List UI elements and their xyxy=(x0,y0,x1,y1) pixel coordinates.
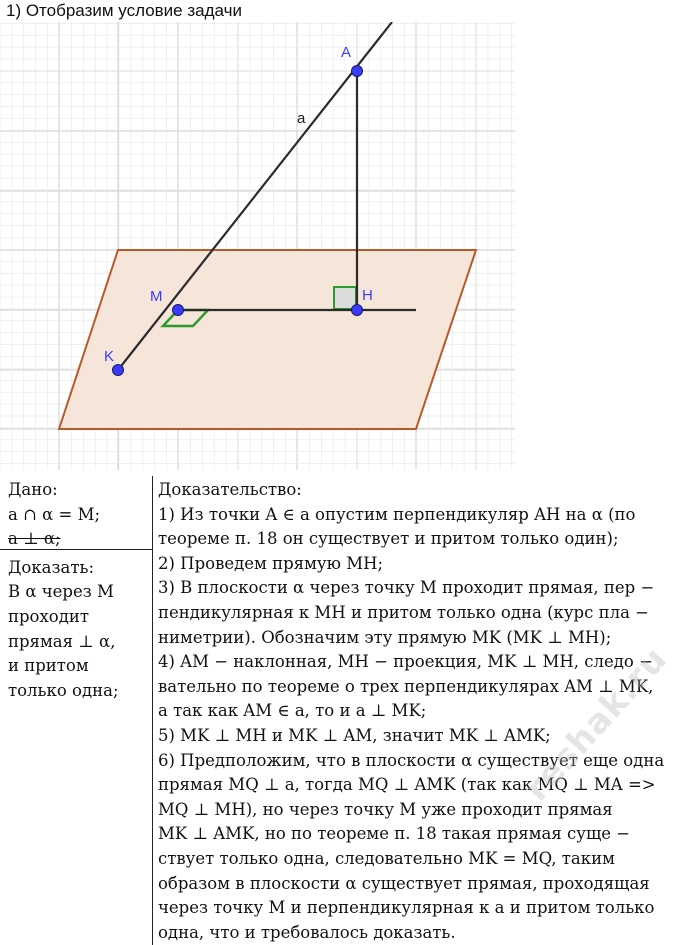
label-m-point: M xyxy=(150,288,163,305)
proof-line: вательно по теореме о трех перпендикулярах AM ⊥ MK, xyxy=(158,676,654,696)
prove-title: Доказать: xyxy=(8,557,95,577)
column-divider xyxy=(152,476,153,945)
point-a xyxy=(352,66,363,77)
proof-line: одна, что и требовалось доказать. xyxy=(158,922,456,942)
plane-alpha xyxy=(59,250,476,429)
right-angle-mark-h xyxy=(334,287,356,309)
proof-line: MQ ⊥ MH), но через точку M уже проходит прямая xyxy=(158,799,613,819)
geometry-figure xyxy=(0,22,560,472)
point-k xyxy=(113,365,124,376)
point-m xyxy=(173,305,184,316)
prove-line-4: и притом xyxy=(8,656,89,676)
watermark: reshak.ru xyxy=(516,639,676,810)
proof-line: теореме п. 18 он существует и притом только один); xyxy=(158,529,619,549)
proof-line: 2) Проведем прямую MH; xyxy=(158,553,384,573)
prove-line-3: прямая ⊥ α, xyxy=(8,631,116,651)
label-a-line: a xyxy=(297,110,306,127)
solution-table xyxy=(0,472,700,945)
given-title: Дано: xyxy=(8,480,58,499)
proof-line: образом в плоскости α существует прямая, проходящая xyxy=(158,873,650,893)
proof-line: MK ⊥ AMK, но по теореме п. 18 такая прямая суще − xyxy=(158,824,631,844)
prove-line-1: В α через M xyxy=(8,582,114,602)
label-k-point: K xyxy=(104,348,115,365)
prove-line-2: проходит xyxy=(8,606,90,626)
proof-line: 4) AM − наклонная, MH − проекция, MK ⊥ MH, следо − xyxy=(158,652,653,672)
proof-line: 6) Предположим, что в плоскости α существует еще одна xyxy=(158,750,665,770)
given-line-1: a ∩ α = M; xyxy=(8,504,101,524)
proof-line: через точку M и перпендикулярная к a и притом только xyxy=(158,898,655,918)
proof-line: 1) Из точки A ∈ a опустим перпендикуляр AH на α (по xyxy=(158,504,636,524)
proof-line: а так как AM ∈ a, то и a ⊥ MK; xyxy=(158,701,427,721)
proof-line: прямая MQ ⊥ a, тогда MQ ⊥ AMK (так как MQ ⊥ MA => xyxy=(158,775,656,795)
proof-line: ствует только одна, следовательно MK = MQ, таким xyxy=(158,848,615,868)
proof-title: Доказательство: xyxy=(158,480,302,499)
given-column xyxy=(8,478,150,703)
proof-line: пендикулярная к MH и притом только одна (курс пла − xyxy=(158,602,649,622)
label-a-point: A xyxy=(341,44,352,61)
page-title: 1) Отобразим условие задачи xyxy=(6,1,242,20)
prove-line-5: только одна; xyxy=(8,680,119,700)
proof-line: ниметрии). Обозначим эту прямую MK (MK ⊥ MH); xyxy=(158,627,612,647)
point-h xyxy=(352,305,363,316)
proof-line: 5) MK ⊥ MH и MK ⊥ AM, значит MK ⊥ AMK; xyxy=(158,725,551,745)
proof-line: 3) В плоскости α через точку M проходит прямая, пер − xyxy=(158,578,655,598)
given-line-2: a ⊥ α; xyxy=(8,529,61,549)
label-h-point: H xyxy=(362,287,373,304)
